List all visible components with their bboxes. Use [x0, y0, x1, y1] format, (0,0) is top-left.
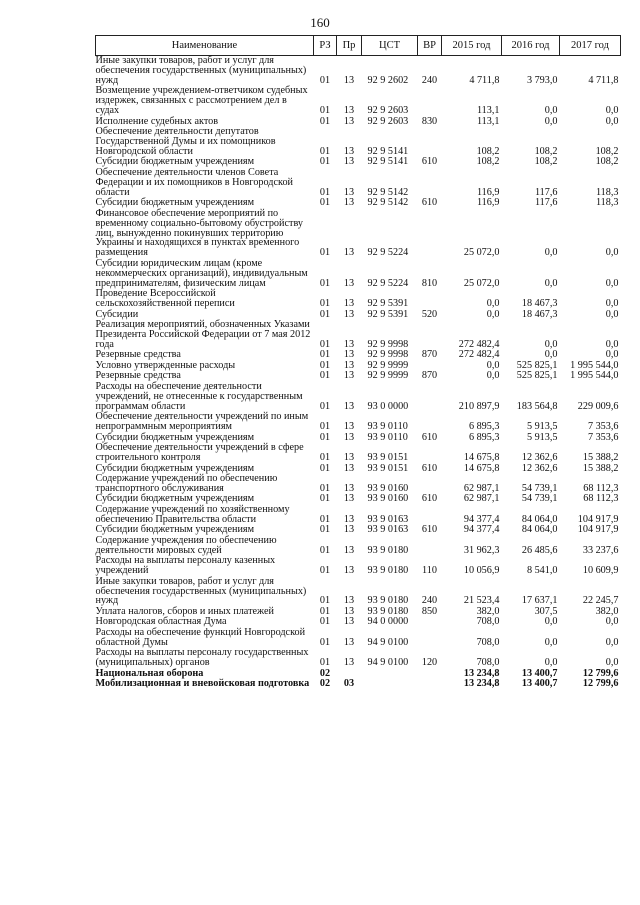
cell-cst: 93 9 0160 [367, 493, 409, 505]
cell-2017: 68 112,3 [583, 482, 619, 494]
cell-cst [362, 669, 418, 680]
cell-cst: 93 9 0151 [367, 452, 409, 464]
cell-cst: 93 9 0180 [367, 565, 409, 577]
cell-name: Субсидии бюджетным учреждениям [95, 197, 255, 209]
cell-2015: 14 675,8 [463, 462, 500, 474]
cell-2017: 1 995 544,0 [570, 370, 619, 382]
cell-2016: 0,0 [544, 338, 558, 350]
cell-cst: 92 9 2603 [367, 115, 409, 127]
header-name: Наименование [96, 36, 314, 56]
cell-name: Расходы на выплаты персоналу государственных (муниципальных) органов [95, 647, 309, 669]
cell-rz: 01 [319, 400, 331, 412]
cell-pr: 13 [343, 156, 355, 168]
cell-2017: 1 995 544,0 [570, 359, 619, 371]
cell-name: Возмещение учреждением-ответчиком судебных издержек, связанных с рассмотрением дел в судах [95, 85, 308, 117]
cell-vr [418, 127, 442, 157]
cell-name: Мобилизационная и вневойсковая подготовка [95, 678, 310, 690]
cell-2017: 7 353,6 [587, 421, 619, 433]
table-row [96, 505, 621, 525]
cell-rz: 01 [319, 247, 331, 259]
cell-vr: 610 [421, 431, 438, 443]
cell-2016: 84 064,0 [521, 524, 558, 536]
cell-vr: 810 [421, 277, 438, 289]
cell-2015: 708,0 [476, 657, 500, 669]
cell-2017: 0,0 [605, 338, 619, 350]
cell-rz: 01 [319, 298, 331, 310]
cell-rz: 01 [319, 349, 331, 361]
cell-2015: 62 987,1 [463, 493, 500, 505]
cell-2015: 62 987,1 [463, 482, 500, 494]
cell-2017: 0,0 [605, 308, 619, 320]
cell-cst: 93 9 0180 [367, 544, 409, 556]
cell-cst: 93 0 0000 [367, 400, 409, 412]
cell-name: Реализация мероприятий, обозначенных Указами Президента Российской Федерации от 7 мая 2012 года [95, 319, 311, 350]
cell-name: Субсидии бюджетным учреждениям [95, 431, 255, 443]
cell-2017: 10 609,9 [582, 565, 619, 577]
cell-2015: 708,0 [476, 616, 500, 628]
cell-2015: 0,0 [486, 298, 500, 310]
cell-pr: 13 [343, 298, 355, 310]
cell-cst: 93 9 0151 [367, 462, 409, 474]
cell-cst: 92 9 9998 [367, 349, 409, 361]
cell-vr [418, 382, 442, 412]
cell-2016: 117,6 [534, 186, 558, 198]
cell-rz: 01 [319, 462, 331, 474]
cell-name: Расходы на обеспечение функций Новгородской областной Думы [95, 626, 306, 648]
cell-2016: 0,0 [544, 636, 558, 648]
cell-pr: 13 [343, 524, 355, 536]
cell-rz: 01 [319, 493, 331, 505]
cell-2017: 12 799,6 [582, 667, 619, 679]
cell-cst: 93 9 0163 [367, 524, 409, 536]
cell-2017: 0,0 [605, 115, 619, 127]
cell-name: Иные закупки товаров, работ и услуг для обеспечения государственных (муниципальных) нужд [95, 575, 307, 607]
cell-rz: 01 [319, 308, 331, 320]
cell-pr: 13 [343, 400, 355, 412]
cell-name: Субсидии бюджетным учреждениям [95, 524, 255, 536]
cell-rz: 01 [319, 452, 331, 464]
cell-name: Субсидии [95, 308, 139, 320]
cell-vr [418, 320, 442, 350]
cell-pr: 13 [343, 605, 355, 617]
cell-rz: 01 [319, 277, 331, 289]
table-row [96, 86, 621, 116]
cell-cst: 92 9 5224 [367, 277, 409, 289]
cell-2015: 116,9 [476, 197, 500, 209]
cell-rz: 01 [319, 513, 331, 525]
cell-2015: 94 377,4 [463, 524, 500, 536]
cell-2016: 54 739,1 [521, 493, 558, 505]
cell-pr: 13 [343, 452, 355, 464]
cell-vr [418, 443, 442, 463]
cell-2015: 708,0 [476, 636, 500, 648]
cell-pr: 13 [343, 493, 355, 505]
cell-rz: 02 [319, 667, 331, 679]
cell-vr [418, 679, 442, 690]
cell-2017: 22 245,7 [582, 595, 619, 607]
cell-2016: 12 362,6 [521, 452, 558, 464]
cell-cst: 94 9 0100 [367, 657, 409, 669]
cell-2015: 21 523,4 [463, 595, 500, 607]
cell-2016: 525 825,1 [516, 370, 558, 382]
cell-cst: 93 9 0180 [367, 595, 409, 607]
table-row [96, 56, 621, 87]
cell-2017: 15 388,2 [582, 462, 619, 474]
cell-name: Расходы на выплаты персоналу казенных учреждений [95, 555, 276, 577]
table-row [96, 536, 621, 556]
cell-vr: 610 [421, 524, 438, 536]
cell-cst [362, 679, 418, 690]
cell-name: Субсидии бюджетным учреждениям [95, 156, 255, 168]
cell-2016: 54 739,1 [521, 482, 558, 494]
cell-2017: 4 711,8 [588, 74, 619, 86]
cell-2015: 6 895,3 [468, 421, 500, 433]
cell-name: Условно утвержденные расходы [95, 359, 236, 371]
cell-2015: 108,2 [476, 156, 500, 168]
cell-vr: 610 [421, 493, 438, 505]
cell-2017: 12 799,6 [582, 678, 619, 690]
cell-pr: 13 [343, 565, 355, 577]
cell-rz: 01 [319, 186, 331, 198]
cell-2016: 108,2 [534, 156, 558, 168]
cell-2015: 116,9 [476, 186, 500, 198]
cell-rz: 02 [319, 678, 331, 690]
cell-cst: 92 9 9998 [367, 338, 409, 350]
cell-2017: 7 353,6 [587, 431, 619, 443]
cell-2016: 17 637,1 [521, 595, 558, 607]
header-pr: Пр [337, 36, 362, 56]
header-rz: РЗ [314, 36, 337, 56]
cell-vr: 870 [421, 370, 438, 382]
cell-pr: 13 [343, 186, 355, 198]
cell-2016: 13 400,7 [521, 678, 558, 690]
cell-rz: 01 [319, 565, 331, 577]
cell-pr: 13 [343, 105, 355, 117]
cell-vr: 870 [421, 349, 438, 361]
cell-2016: 0,0 [544, 105, 558, 117]
cell-2015: 382,0 [476, 605, 500, 617]
cell-2017: 118,3 [595, 186, 619, 198]
cell-name: Субсидии юридическим лицам (кроме некоммерческих организаций), индивидуальным предпринимателям, физическим лицам [95, 257, 308, 289]
cell-pr: 13 [343, 370, 355, 382]
cell-2017: 104 917,9 [577, 524, 619, 536]
cell-rz: 01 [319, 359, 331, 371]
page-number: 160 [310, 15, 330, 30]
cell-2015: 10 056,9 [463, 565, 500, 577]
cell-rz: 01 [319, 370, 331, 382]
cell-pr: 13 [343, 657, 355, 669]
cell-2016: 13 400,7 [521, 667, 558, 679]
cell-2015: 14 675,8 [463, 452, 500, 464]
cell-vr [418, 86, 442, 116]
cell-2017: 229 009,6 [577, 400, 619, 412]
cell-2015: 113,1 [476, 115, 500, 127]
cell-2017: 108,2 [595, 156, 619, 168]
cell-2017: 0,0 [605, 657, 619, 669]
cell-pr: 13 [343, 421, 355, 433]
cell-2015: 25 072,0 [463, 277, 500, 289]
cell-cst: 92 9 5141 [367, 145, 409, 157]
cell-vr: 110 [422, 565, 437, 577]
cell-2017: 33 237,6 [582, 544, 619, 556]
cell-vr: 240 [421, 595, 438, 607]
cell-2016: 5 913,5 [526, 431, 558, 443]
cell-2016: 26 485,6 [521, 544, 558, 556]
cell-2016: 0,0 [544, 277, 558, 289]
cell-vr [418, 505, 442, 525]
cell-pr: 13 [343, 544, 355, 556]
cell-2017: 0,0 [605, 105, 619, 117]
cell-vr [418, 289, 442, 309]
cell-rz: 01 [319, 524, 331, 536]
cell-2015: 6 895,3 [468, 431, 500, 443]
cell-2017: 0,0 [605, 247, 619, 259]
cell-vr [418, 209, 442, 259]
table-row [96, 577, 621, 607]
cell-name: Содержание учреждения по обеспечению деятельности мировых судей [95, 534, 277, 556]
header-2016: 2016 год [502, 36, 560, 56]
cell-2016: 0,0 [544, 657, 558, 669]
table-row [96, 209, 621, 259]
cell-2016: 3 793,0 [526, 74, 558, 86]
cell-2017: 108,2 [595, 145, 619, 157]
cell-cst: 93 9 0110 [367, 421, 408, 433]
cell-pr: 13 [343, 308, 355, 320]
cell-2015: 113,1 [476, 105, 500, 117]
cell-pr: 13 [343, 482, 355, 494]
table-row [96, 320, 621, 350]
cell-rz: 01 [319, 595, 331, 607]
cell-rz: 01 [319, 156, 331, 168]
header-2017: 2017 год [560, 36, 621, 56]
budget-table [95, 35, 621, 690]
cell-vr: 830 [421, 115, 438, 127]
cell-pr: 13 [343, 247, 355, 259]
cell-vr [418, 412, 442, 432]
cell-vr: 520 [421, 308, 438, 320]
cell-name: Обеспечение деятельности учреждений по иным непрограммным мероприятиям [95, 411, 309, 433]
cell-name: Исполнение судебных актов [95, 115, 219, 127]
cell-vr: 610 [421, 156, 438, 168]
cell-cst: 92 9 9999 [367, 370, 409, 382]
table-row [96, 412, 621, 432]
table-row [96, 679, 621, 690]
cell-2015: 25 072,0 [463, 247, 500, 259]
cell-name: Содержание учреждений по обеспечению транспортного обслуживания [95, 473, 278, 494]
cell-2015: 0,0 [486, 359, 500, 371]
cell-2016: 307,5 [534, 605, 558, 617]
cell-2015: 108,2 [476, 145, 500, 157]
cell-2016: 12 362,6 [521, 462, 558, 474]
cell-2015: 13 234,8 [463, 678, 500, 690]
cell-name: Обеспечение деятельности учреждений в сфере строительного контроля [95, 442, 304, 464]
cell-pr: 13 [343, 462, 355, 474]
cell-name: Финансовое обеспечение мероприятий по временному социально-бытовому обустройству лиц, вынужденно покинувших территорию Украины и находящихся в пунктах временного размещения [95, 207, 303, 259]
cell-pr: 13 [343, 636, 355, 648]
table-row [96, 556, 621, 576]
cell-vr [418, 628, 442, 648]
cell-2016: 525 825,1 [516, 359, 558, 371]
cell-rz: 01 [319, 482, 331, 494]
cell-2016: 18 467,3 [521, 308, 558, 320]
cell-cst: 92 9 5224 [367, 247, 409, 259]
cell-pr: 13 [343, 277, 355, 289]
table-row [96, 168, 621, 198]
cell-2015: 94 377,4 [463, 513, 500, 525]
table-row [96, 289, 621, 309]
cell-name: Субсидии бюджетным учреждениям [95, 462, 255, 474]
cell-rz: 01 [319, 145, 331, 157]
cell-2017: 68 112,3 [583, 493, 619, 505]
cell-pr: 13 [343, 616, 355, 628]
cell-name: Национальная оборона [95, 667, 204, 679]
cell-2016: 183 564,8 [516, 400, 558, 412]
cell-2017: 0,0 [605, 349, 619, 361]
cell-name: Обеспечение деятельности членов Совета Федерации и их помощников в Новгородской области [95, 166, 293, 198]
cell-cst: 93 9 0110 [367, 431, 408, 443]
cell-name: Резервные средства [95, 370, 181, 382]
table-row [96, 443, 621, 463]
cell-cst: 94 9 0100 [367, 636, 409, 648]
cell-2016: 0,0 [544, 247, 558, 259]
table-body [96, 56, 621, 690]
cell-pr: 13 [343, 145, 355, 157]
table-row [96, 259, 621, 289]
cell-rz: 01 [319, 197, 331, 209]
cell-name: Резервные средства [95, 349, 181, 361]
cell-name: Субсидии бюджетным учреждениям [95, 493, 255, 505]
table-row [96, 628, 621, 648]
header-2015: 2015 год [442, 36, 502, 56]
cell-2015: 0,0 [486, 308, 500, 320]
cell-name: Уплата налогов, сборов и иных платежей [95, 605, 274, 617]
cell-vr [418, 474, 442, 494]
cell-rz: 01 [319, 657, 331, 669]
cell-vr: 850 [421, 605, 438, 617]
table-row [96, 127, 621, 157]
cell-vr [418, 617, 442, 628]
cell-cst: 93 9 0180 [367, 605, 409, 617]
cell-rz: 01 [319, 544, 331, 556]
cell-name: Обеспечение деятельности депутатов Государственной Думы и их помощников Новгородской области [95, 126, 276, 157]
cell-2017: 15 388,2 [582, 452, 619, 464]
cell-pr: 03 [343, 678, 355, 690]
header-cst: ЦСТ [362, 36, 418, 56]
cell-pr: 13 [343, 359, 355, 371]
cell-2017: 382,0 [595, 605, 619, 617]
cell-pr: 13 [343, 595, 355, 607]
cell-cst: 92 9 2602 [367, 74, 409, 86]
cell-2017: 0,0 [605, 636, 619, 648]
cell-2016: 18 467,3 [521, 298, 558, 310]
cell-2017: 0,0 [605, 616, 619, 628]
table-header [96, 36, 621, 56]
cell-cst: 93 9 0160 [367, 482, 409, 494]
cell-cst: 92 9 5142 [367, 197, 409, 209]
cell-pr: 13 [343, 513, 355, 525]
cell-rz: 01 [319, 636, 331, 648]
cell-2016: 108,2 [534, 145, 558, 157]
cell-2016: 84 064,0 [521, 513, 558, 525]
cell-2016: 0,0 [544, 115, 558, 127]
cell-cst: 93 9 0163 [367, 513, 409, 525]
table-row [96, 474, 621, 494]
cell-cst: 92 9 9999 [367, 359, 409, 371]
cell-pr: 13 [343, 197, 355, 209]
cell-2015: 0,0 [486, 370, 500, 382]
cell-rz: 01 [319, 605, 331, 617]
cell-vr [418, 669, 442, 680]
cell-vr: 610 [421, 462, 438, 474]
cell-2015: 272 482,4 [458, 349, 500, 361]
cell-vr: 610 [421, 197, 438, 209]
cell-cst: 92 9 5391 [367, 308, 409, 320]
cell-2017: 118,3 [595, 197, 619, 209]
cell-rz: 01 [319, 338, 331, 350]
cell-rz: 01 [319, 115, 331, 127]
cell-vr [418, 168, 442, 198]
cell-2016: 117,6 [534, 197, 558, 209]
table-row [96, 382, 621, 412]
header-vr: ВР [418, 36, 442, 56]
cell-2017: 0,0 [605, 298, 619, 310]
cell-cst: 92 9 5142 [367, 186, 409, 198]
cell-rz: 01 [319, 421, 331, 433]
cell-2016: 8 541,0 [526, 565, 558, 577]
cell-2015: 272 482,4 [458, 338, 500, 350]
cell-2017: 104 917,9 [577, 513, 619, 525]
cell-rz: 01 [319, 616, 331, 628]
cell-2017: 0,0 [605, 277, 619, 289]
cell-name: Иные закупки товаров, работ и услуг для обеспечения государственных (муниципальных) нужд [95, 55, 307, 86]
table-row [96, 648, 621, 668]
cell-cst: 94 0 0000 [367, 616, 409, 628]
cell-cst: 92 9 5141 [367, 156, 409, 168]
cell-2016: 0,0 [544, 349, 558, 361]
cell-vr [418, 536, 442, 556]
cell-rz: 01 [319, 74, 331, 86]
cell-vr: 240 [421, 74, 438, 86]
cell-2016: 5 913,5 [526, 421, 558, 433]
cell-pr: 13 [343, 115, 355, 127]
cell-2015: 31 962,3 [463, 544, 500, 556]
cell-name: Новгородская областная Дума [95, 616, 227, 628]
cell-vr: 120 [421, 657, 438, 669]
cell-name: Расходы на обеспечение деятельности учреждений, не отнесенные к государственным программам области [95, 380, 303, 412]
cell-cst: 92 9 2603 [367, 105, 409, 117]
cell-2015: 13 234,8 [463, 667, 500, 679]
cell-rz: 01 [319, 431, 331, 443]
cell-2015: 4 711,8 [469, 74, 500, 86]
cell-rz: 01 [319, 105, 331, 117]
cell-cst: 92 9 5391 [367, 298, 409, 310]
cell-pr: 13 [343, 338, 355, 350]
cell-pr: 13 [343, 349, 355, 361]
cell-2016: 0,0 [544, 616, 558, 628]
cell-pr: 13 [343, 431, 355, 443]
cell-pr: 13 [343, 74, 355, 86]
cell-2015: 210 897,9 [458, 400, 500, 412]
cell-name: Проведение Всероссийской сельскохозяйственной переписи [95, 288, 235, 310]
cell-name: Содержание учреждений по хозяйственному обеспечению Правительства области [95, 503, 290, 525]
